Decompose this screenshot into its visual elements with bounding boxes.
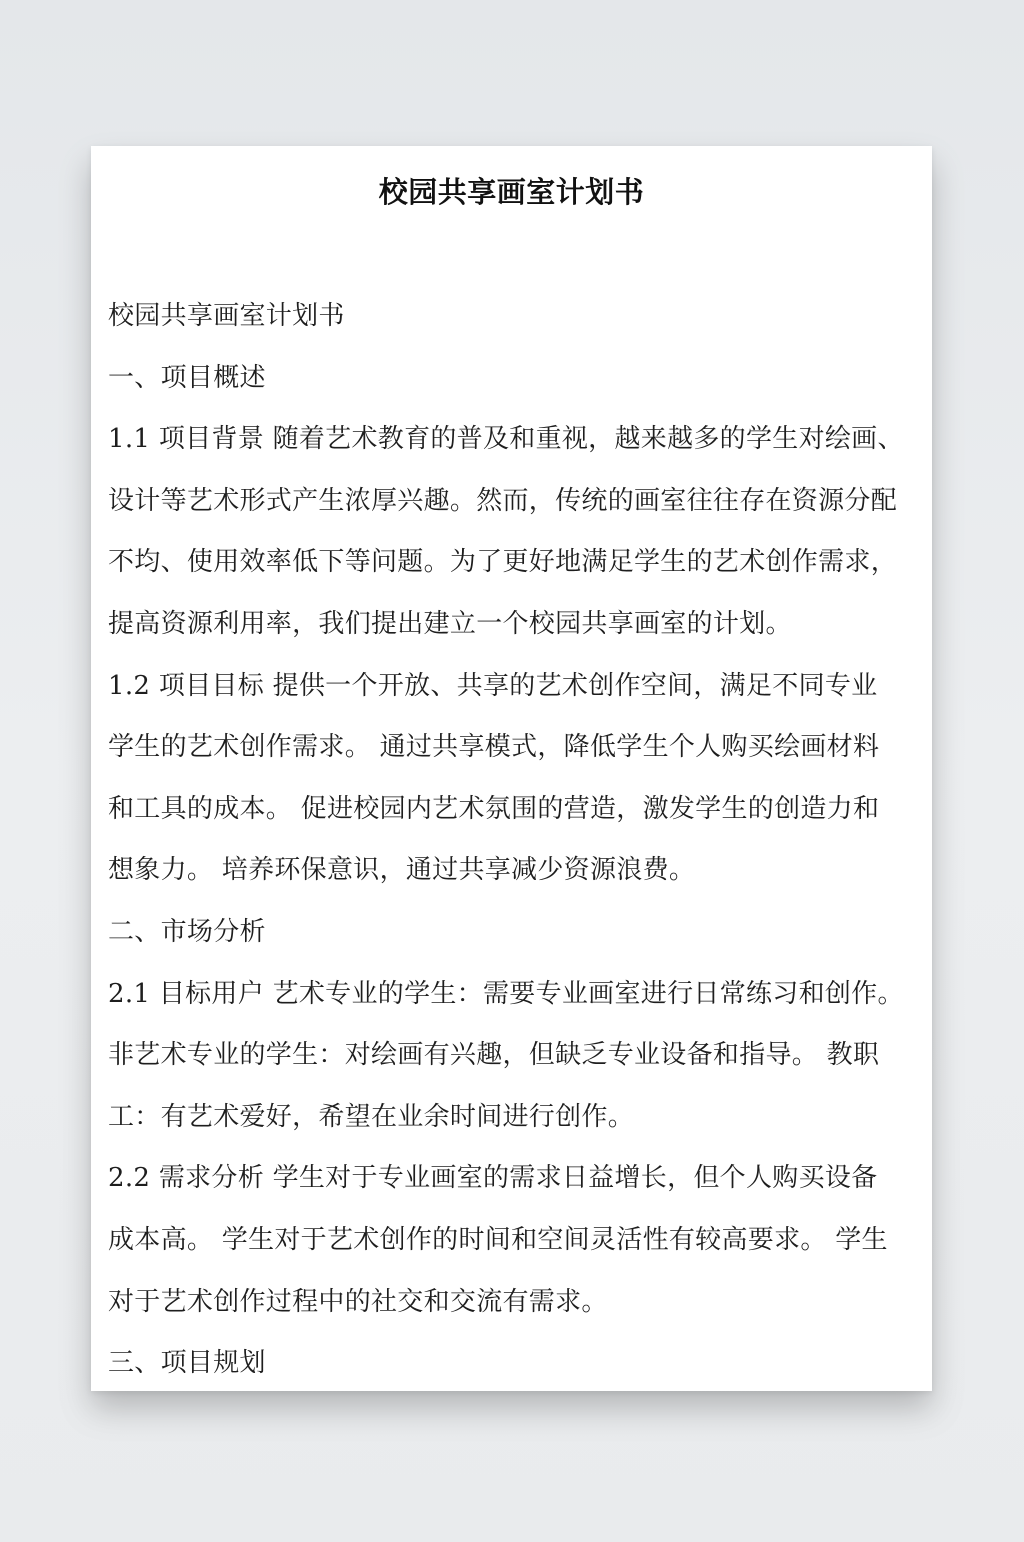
text-line: 对于艺术创作过程中的社交和交流有需求。	[108, 1286, 608, 1317]
text-line: 1.2 项目目标 提供一个开放、共享的艺术创作空间，满足不同专业	[108, 670, 878, 701]
section-heading-1: 一、项目概述	[108, 362, 266, 393]
text-line: 成本高。 学生对于艺术创作的时间和空间灵活性有较高要求。 学生	[108, 1224, 888, 1255]
section-heading-2: 二、市场分析	[108, 916, 266, 947]
text-line: 提高资源利用率，我们提出建立一个校园共享画室的计划。	[108, 608, 792, 639]
text-line: 1.1 项目背景 随着艺术教育的普及和重视，越来越多的学生对绘画、	[108, 424, 904, 455]
text-line: 设计等艺术形式产生浓厚兴趣。然而，传统的画室往往存在资源分配	[108, 485, 898, 516]
text-line-heading: 校园共享画室计划书	[108, 301, 345, 331]
document-body	[108, 298, 918, 1391]
document-title: 校园共享画室计划书	[378, 175, 645, 209]
text-line: 非艺术专业的学生：对绘画有兴趣，但缺乏专业设备和指导。 教职	[108, 1040, 880, 1071]
text-line: 学生的艺术创作需求。 通过共享模式，降低学生个人购买绘画材料	[108, 732, 880, 763]
text-line: 想象力。 培养环保意识，通过共享减少资源浪费。	[108, 855, 696, 886]
text-line: 不均、使用效率低下等问题。为了更好地满足学生的艺术创作需求，	[108, 547, 898, 578]
text-line: 工：有艺术爱好，希望在业余时间进行创作。	[108, 1101, 635, 1132]
document-page	[91, 146, 932, 1391]
text-line: 2.2 需求分析 学生对于专业画室的需求日益增长，但个人购买设备	[108, 1163, 878, 1194]
text-line: 2.1 目标用户 艺术专业的学生：需要专业画室进行日常练习和创作。	[108, 978, 904, 1009]
section-heading-3: 三、项目规划	[108, 1348, 266, 1379]
text-line: 和工具的成本。 促进校园内艺术氛围的营造，激发学生的创造力和	[108, 793, 880, 824]
